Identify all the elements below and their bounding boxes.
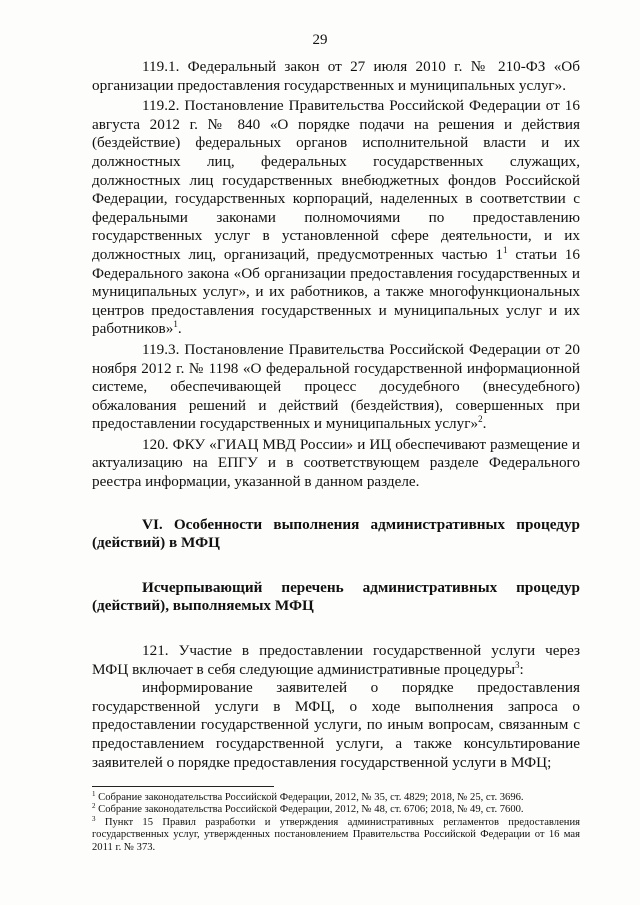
paragraph-119-2: 119.2. Постановление Правительства Российской Федерации от 16 августа 2012 г. № 840 «О порядке подачи на решения и действия (бездействие) федеральных органов исполнительной власти и их должностных лиц, федеральных государственных служащих, должностных лиц государственных внебюджетных фондов Российской Федерации, государственных корпораций, наделенных в соответствии с федеральными законами полномочиями по предоставлению государственных услуг в установленной сфере деятельности, и их должностных лиц, организаций, предусмотренных частью $1^1$ статьи 16 Федерального закона «Об организации предоставления государственных и муниципальных услуг», и их работников, а также многофункциональных центров предоставления государственных и муниципальных услуг и их работников»$^1$. (92, 97, 580, 338)
paragraph-121: 121. Участие в предоставлении государственной услуги через МФЦ включает в себя следующие административные процедуры$^3$: (92, 642, 580, 678)
footnote-2: $^2$ Собрание законодательства Российской Федерации, 2012, № 48, ст. 6706; 2018, № 49, ст. 7600. (92, 802, 524, 816)
footnote-separator (92, 786, 274, 787)
footnote-ref-3[interactable]: 3 (515, 659, 520, 670)
footnote-1: $^1$ Собрание законодательства Российской Федерации, 2012, № 35, ст. 4829; 2018, № 25, ст. 3696. (92, 790, 524, 803)
footnote-3: $^3$ Пункт 15 Правил разработки и утверждения административных регламентов предоставления государственных услуг, утвержденных постановлением Правительства Российской Федерации от 16 мая 2011 г. № 373. (92, 814, 580, 853)
subsection-heading: Исчерпывающий перечень административных процедур (действий), выполняемых МФЦ (92, 578, 580, 615)
paragraph-119-1: 119.1. Федеральный закон от 27 июля 2010 г. № 210-ФЗ «Об организации предоставления государственных и муниципальных услуг». (92, 58, 580, 94)
document-body (92, 58, 580, 772)
superscript-part-mark: 1 (503, 244, 508, 255)
section-heading: VI. Особенности выполнения административных процедур (действий) в МФЦ (92, 515, 580, 552)
paragraph-120: 120. ФКУ «ГИАЦ МВД России» и ИЦ обеспечивают размещение и актуализацию на ЕПГУ и в соответствующем разделе Федерального реестра информации, указанной в данном разделе. (92, 435, 580, 491)
footnotes (92, 792, 580, 854)
footnote-ref-1[interactable]: 1 (173, 319, 178, 330)
paragraph-121-item-1: информирование заявителей о порядке предоставления государственной услуги в МФЦ, о ходе выполнения запроса о предоставлении государственной услуги, по иным вопросам, связанным с предоставлением государственной услуги, а также консультирование заявителей о порядке предоставления государственной услуги в МФЦ; (92, 679, 580, 771)
paragraph-119-3: 119.3. Постановление Правительства Российской Федерации от 20 ноября 2012 г. № 1198 «О федеральной государственной информационной системе, обеспечивающей процесс досудебного (внесудебного) обжалования решений и действий (бездействия), совершенных при предоставлении государственных и муниципальных услуг»$^2$. (92, 340, 580, 433)
page-number: 29 (312, 32, 328, 48)
footnote-ref-2[interactable]: 2 (478, 414, 483, 425)
